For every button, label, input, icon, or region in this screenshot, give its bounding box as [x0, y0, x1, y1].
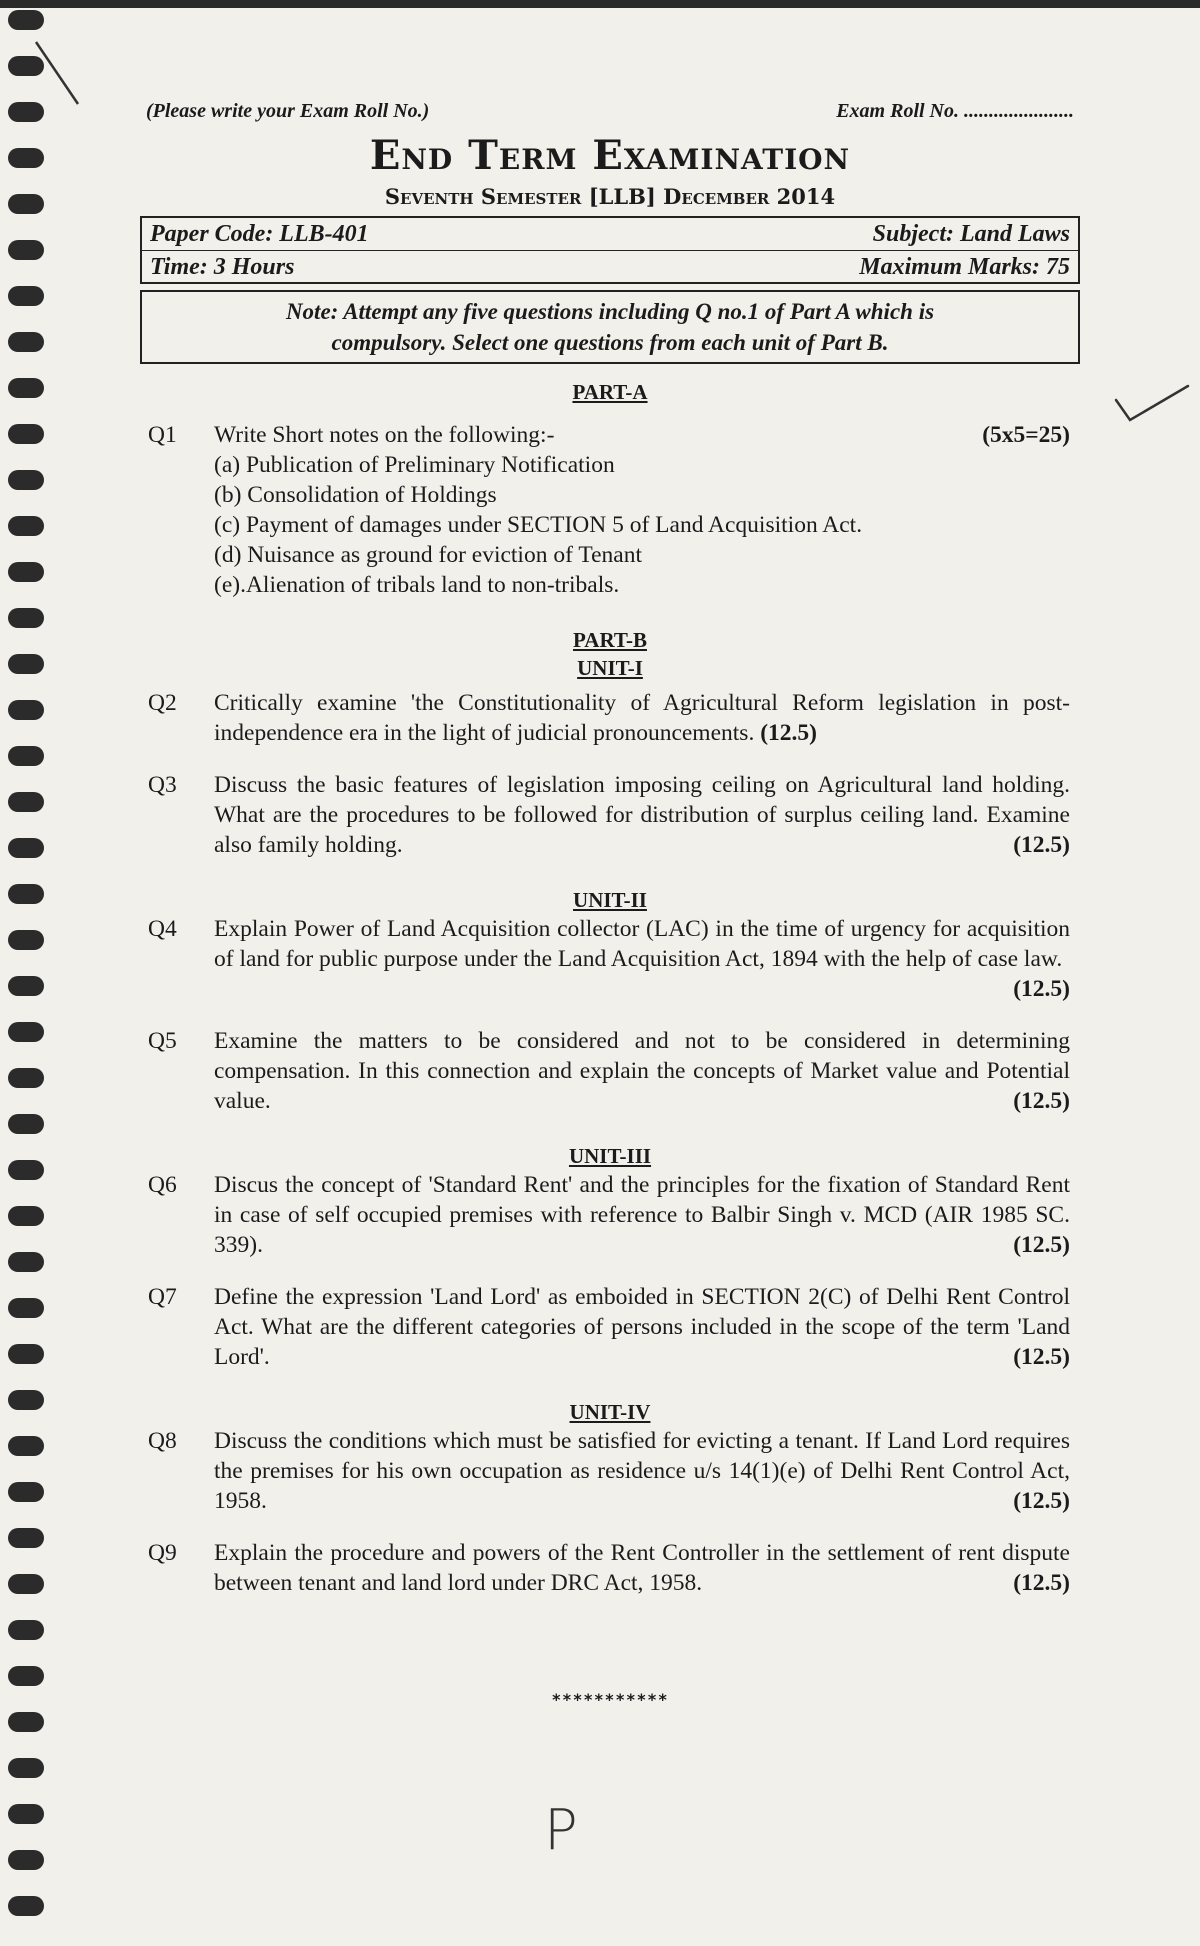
unit-1-heading: UNIT-I: [577, 656, 643, 680]
question-q3: [140, 770, 1080, 860]
unit-3-heading: UNIT-III: [568, 1144, 652, 1168]
roll-instruction: (Please write your Exam Roll No.): [146, 100, 430, 122]
question-number: Q7: [148, 1284, 177, 1310]
question-number: Q5: [148, 1028, 177, 1054]
binding-hole: [8, 1390, 44, 1410]
binding-hole: [8, 1482, 44, 1502]
binding-hole: [8, 516, 44, 536]
question-number: Q8: [148, 1428, 177, 1454]
question-body: [214, 914, 1080, 1004]
binding-hole: [8, 884, 44, 904]
binding-hole: [8, 332, 44, 352]
question-number: Q1: [148, 422, 177, 448]
note-line-2: compulsory. Select one questions from each unit of Part B.: [331, 330, 889, 355]
semester-line: Seventh Semester [LLB] December 2014: [384, 184, 836, 209]
unit-2-heading: UNIT-II: [573, 888, 647, 912]
question-marks: (12.5): [1013, 976, 1070, 1002]
meta-row-2: [142, 250, 1078, 282]
binding-hole: [8, 378, 44, 398]
question-text: Examine the matters to be considered and not to be considered in determining compensation. In this connection and explain the concepts of Market value and Potential value.: [214, 1028, 1070, 1114]
top-edge-shadow: [0, 0, 1200, 8]
binding-hole: [8, 1850, 44, 1870]
binding-hole: [8, 1298, 44, 1318]
handwritten-letter: P: [544, 1798, 578, 1863]
question-marks: (12.5): [1013, 1570, 1070, 1596]
binding-hole: [8, 700, 44, 720]
binding-hole: [8, 608, 44, 628]
question-marks: (12.5): [1013, 1344, 1070, 1370]
question-number: Q2: [148, 690, 177, 716]
question-body: [214, 1026, 1080, 1116]
binding-hole: [8, 1068, 44, 1088]
binding-hole: [8, 148, 44, 168]
question-text: Write Short notes on the following:-: [214, 422, 555, 448]
question-q5: [140, 1026, 1080, 1116]
pen-stroke-mark: [16, 32, 86, 112]
binding-hole: [8, 792, 44, 812]
binding-hole: [8, 976, 44, 996]
question-q8: [140, 1426, 1080, 1516]
part-a-heading: PART-A: [572, 380, 648, 404]
binding-hole: [8, 286, 44, 306]
question-body: [214, 1426, 1080, 1516]
tick-mark-icon: [1112, 380, 1192, 430]
binding-hole: [8, 562, 44, 582]
binding-hole: [8, 194, 44, 214]
question-number: Q6: [148, 1172, 177, 1198]
list-item: (a) Publication of Preliminary Notification: [214, 452, 615, 478]
roll-number-row: [140, 100, 1080, 128]
binding-hole: [8, 1252, 44, 1272]
binding-hole: [8, 1896, 44, 1916]
binding-hole: [8, 1620, 44, 1640]
paper-meta-box: [140, 216, 1080, 284]
part-b-heading: PART-B: [573, 628, 647, 652]
binding-hole: [8, 1804, 44, 1824]
question-marks: (5x5=25): [982, 422, 1070, 448]
binding-hole: [8, 1344, 44, 1364]
question-marks: (12.5): [1013, 1088, 1070, 1114]
binding-hole: [8, 1758, 44, 1778]
list-item: (b) Consolidation of Holdings: [214, 482, 497, 508]
question-q2: [140, 688, 1080, 748]
short-notes-list: [214, 450, 1070, 600]
exam-title: End Term Examination: [369, 132, 851, 179]
unit-4-heading: UNIT-IV: [569, 1400, 651, 1424]
end-stars: ***********: [551, 1690, 669, 1709]
question-marks: (12.5): [760, 720, 817, 746]
question-body: [214, 1282, 1080, 1372]
note-line-1: Note: Attempt any five questions including Q no.1 of Part A which is: [285, 299, 935, 324]
question-text: Explain the procedure and powers of the Rent Controller in the settlement of rent dispute between tenant and land lord under DRC Act, 1958.: [214, 1540, 1070, 1596]
binding-hole: [8, 1206, 44, 1226]
meta-row-1: [142, 218, 1078, 250]
binding-hole: [8, 1022, 44, 1042]
question-marks: (12.5): [1013, 1488, 1070, 1514]
exam-content: [140, 100, 1080, 1709]
binding-hole: [8, 654, 44, 674]
paper-code: Paper Code: LLB-401: [150, 221, 369, 247]
question-text: Explain Power of Land Acquisition collector (LAC) in the time of urgency for acquisition of land for public purpose under the Land Acquisition Act, 1894 with the help of case law.: [214, 916, 1070, 972]
question-body: [214, 420, 1080, 600]
binding-hole: [8, 838, 44, 858]
roll-field: Exam Roll No. ......................: [836, 100, 1074, 122]
binding-hole: [8, 470, 44, 490]
question-q7: [140, 1282, 1080, 1372]
question-text: Discuss the basic features of legislation imposing ceiling on Agricultural land holding. What are the procedures to be followed for distribution of surplus ceiling land. Examine also family holding.: [214, 772, 1070, 858]
spiral-binding: [0, 0, 60, 1946]
question-body: [214, 688, 1080, 748]
question-q6: [140, 1170, 1080, 1260]
question-number: Q4: [148, 916, 177, 942]
binding-hole: [8, 1712, 44, 1732]
question-q9: [140, 1538, 1080, 1598]
binding-hole: [8, 1666, 44, 1686]
binding-hole: [8, 424, 44, 444]
maximum-marks: Maximum Marks: 75: [859, 254, 1070, 280]
binding-hole: [8, 1436, 44, 1456]
list-item: (d) Nuisance as ground for eviction of Tenant: [214, 542, 642, 568]
question-text: Define the expression 'Land Lord' as emboided in SECTION 2(C) of Delhi Rent Control Act. What are the different categories of persons included in the scope of the term 'Land Lord'.: [214, 1284, 1070, 1370]
binding-hole: [8, 1528, 44, 1548]
binding-hole: [8, 240, 44, 260]
question-q4: [140, 914, 1080, 1004]
binding-hole: [8, 1160, 44, 1180]
question-marks: (12.5): [1013, 832, 1070, 858]
binding-hole: [8, 930, 44, 950]
binding-hole: [8, 1114, 44, 1134]
question-body: [214, 1538, 1080, 1598]
question-number: Q9: [148, 1540, 177, 1566]
question-body: [214, 1170, 1080, 1260]
list-item: (e).Alienation of tribals land to non-tribals.: [214, 572, 620, 598]
instructions-note: [140, 290, 1080, 364]
time-allowed: Time: 3 Hours: [150, 254, 295, 280]
question-marks: (12.5): [1013, 1232, 1070, 1258]
question-text: Critically examine 'the Constitutionality of Agricultural Reform legislation in post-independence era in the light of judicial pronouncements.: [214, 690, 1070, 746]
question-text: Discus the concept of 'Standard Rent' and the principles for the fixation of Standard Rent in case of self occupied premises with reference to Balbir Singh v. MCD (AIR 1985 SC. 339).: [214, 1172, 1070, 1258]
binding-hole: [8, 1574, 44, 1594]
binding-hole: [8, 746, 44, 766]
list-item: (c) Payment of damages under SECTION 5 of Land Acquisition Act.: [214, 512, 863, 538]
question-q1: [140, 420, 1080, 600]
question-text: Discuss the conditions which must be satisfied for evicting a tenant. If Land Lord requires the premises for his own occupation as residence u/s 14(1)(e) of Delhi Rent Control Act, 1958.: [214, 1428, 1070, 1514]
question-body: [214, 770, 1080, 860]
subject: Subject: Land Laws: [872, 221, 1070, 247]
question-number: Q3: [148, 772, 177, 798]
binding-hole: [8, 10, 44, 30]
